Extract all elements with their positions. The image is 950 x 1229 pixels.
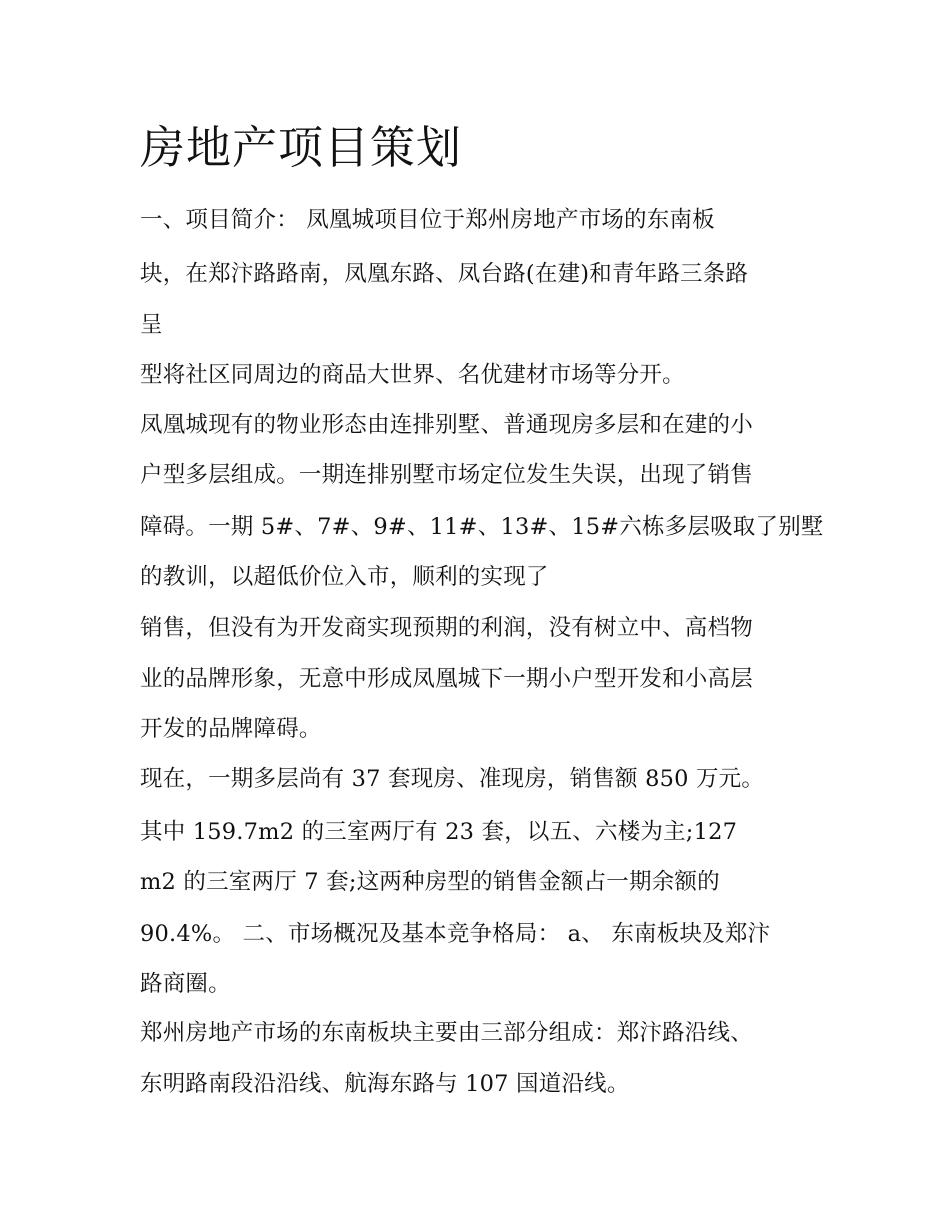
text-line: 90.4%。 二、市场概况及基本竞争格局： a、 东南板块及郑汴	[140, 921, 771, 947]
text-line: 业的品牌形象，无意中形成凤凰城下一期小户型开发和小高层	[140, 666, 753, 692]
text-line: 路商圈。	[140, 971, 231, 997]
text-line: 凤凰城现有的物业形态由连排别墅、普通现房多层和在建的小	[140, 412, 753, 438]
text-line: 障碍。一期 5#、7#、9#、11#、13#、15#六栋多层吸取了别墅	[140, 514, 824, 540]
text-line: 块，在郑汴路路南，凤凰东路、凤台路(在建)和青年路三条路	[140, 261, 749, 287]
text-line: 销售，但没有为开发商实现预期的利润，没有树立中、高档物	[140, 615, 753, 641]
text-line: 郑州房地产市场的东南板块主要由三部分组成：郑汴路沿线、	[140, 1020, 753, 1046]
document-title: 房地产项目策划	[140, 121, 463, 174]
text-line: m2 的三室两厅 7 套;这两种房型的销售金额占一期余额的	[140, 869, 720, 895]
text-line: 开发的品牌障碍。	[140, 716, 322, 742]
text-line: 一、项目简介： 凤凰城项目位于郑州房地产市场的东南板	[140, 207, 715, 233]
text-line: 呈	[140, 312, 163, 338]
text-line: 型将社区同周边的商品大世界、名优建材市场等分开。	[140, 362, 685, 388]
text-line: 的教训，以超低价位入市，顺利的实现了	[140, 564, 549, 590]
text-line: 户型多层组成。一期连排别墅市场定位发生失误，出现了销售	[140, 462, 753, 488]
text-line: 现在，一期多层尚有 37 套现房、准现房，销售额 850 万元。	[140, 766, 765, 792]
text-line: 东明路南段沿沿线、航海东路与 107 国道沿线。	[140, 1071, 630, 1097]
text-line: 其中 159.7m2 的三室两厅有 23 套，以五、六楼为主;127	[140, 819, 738, 845]
